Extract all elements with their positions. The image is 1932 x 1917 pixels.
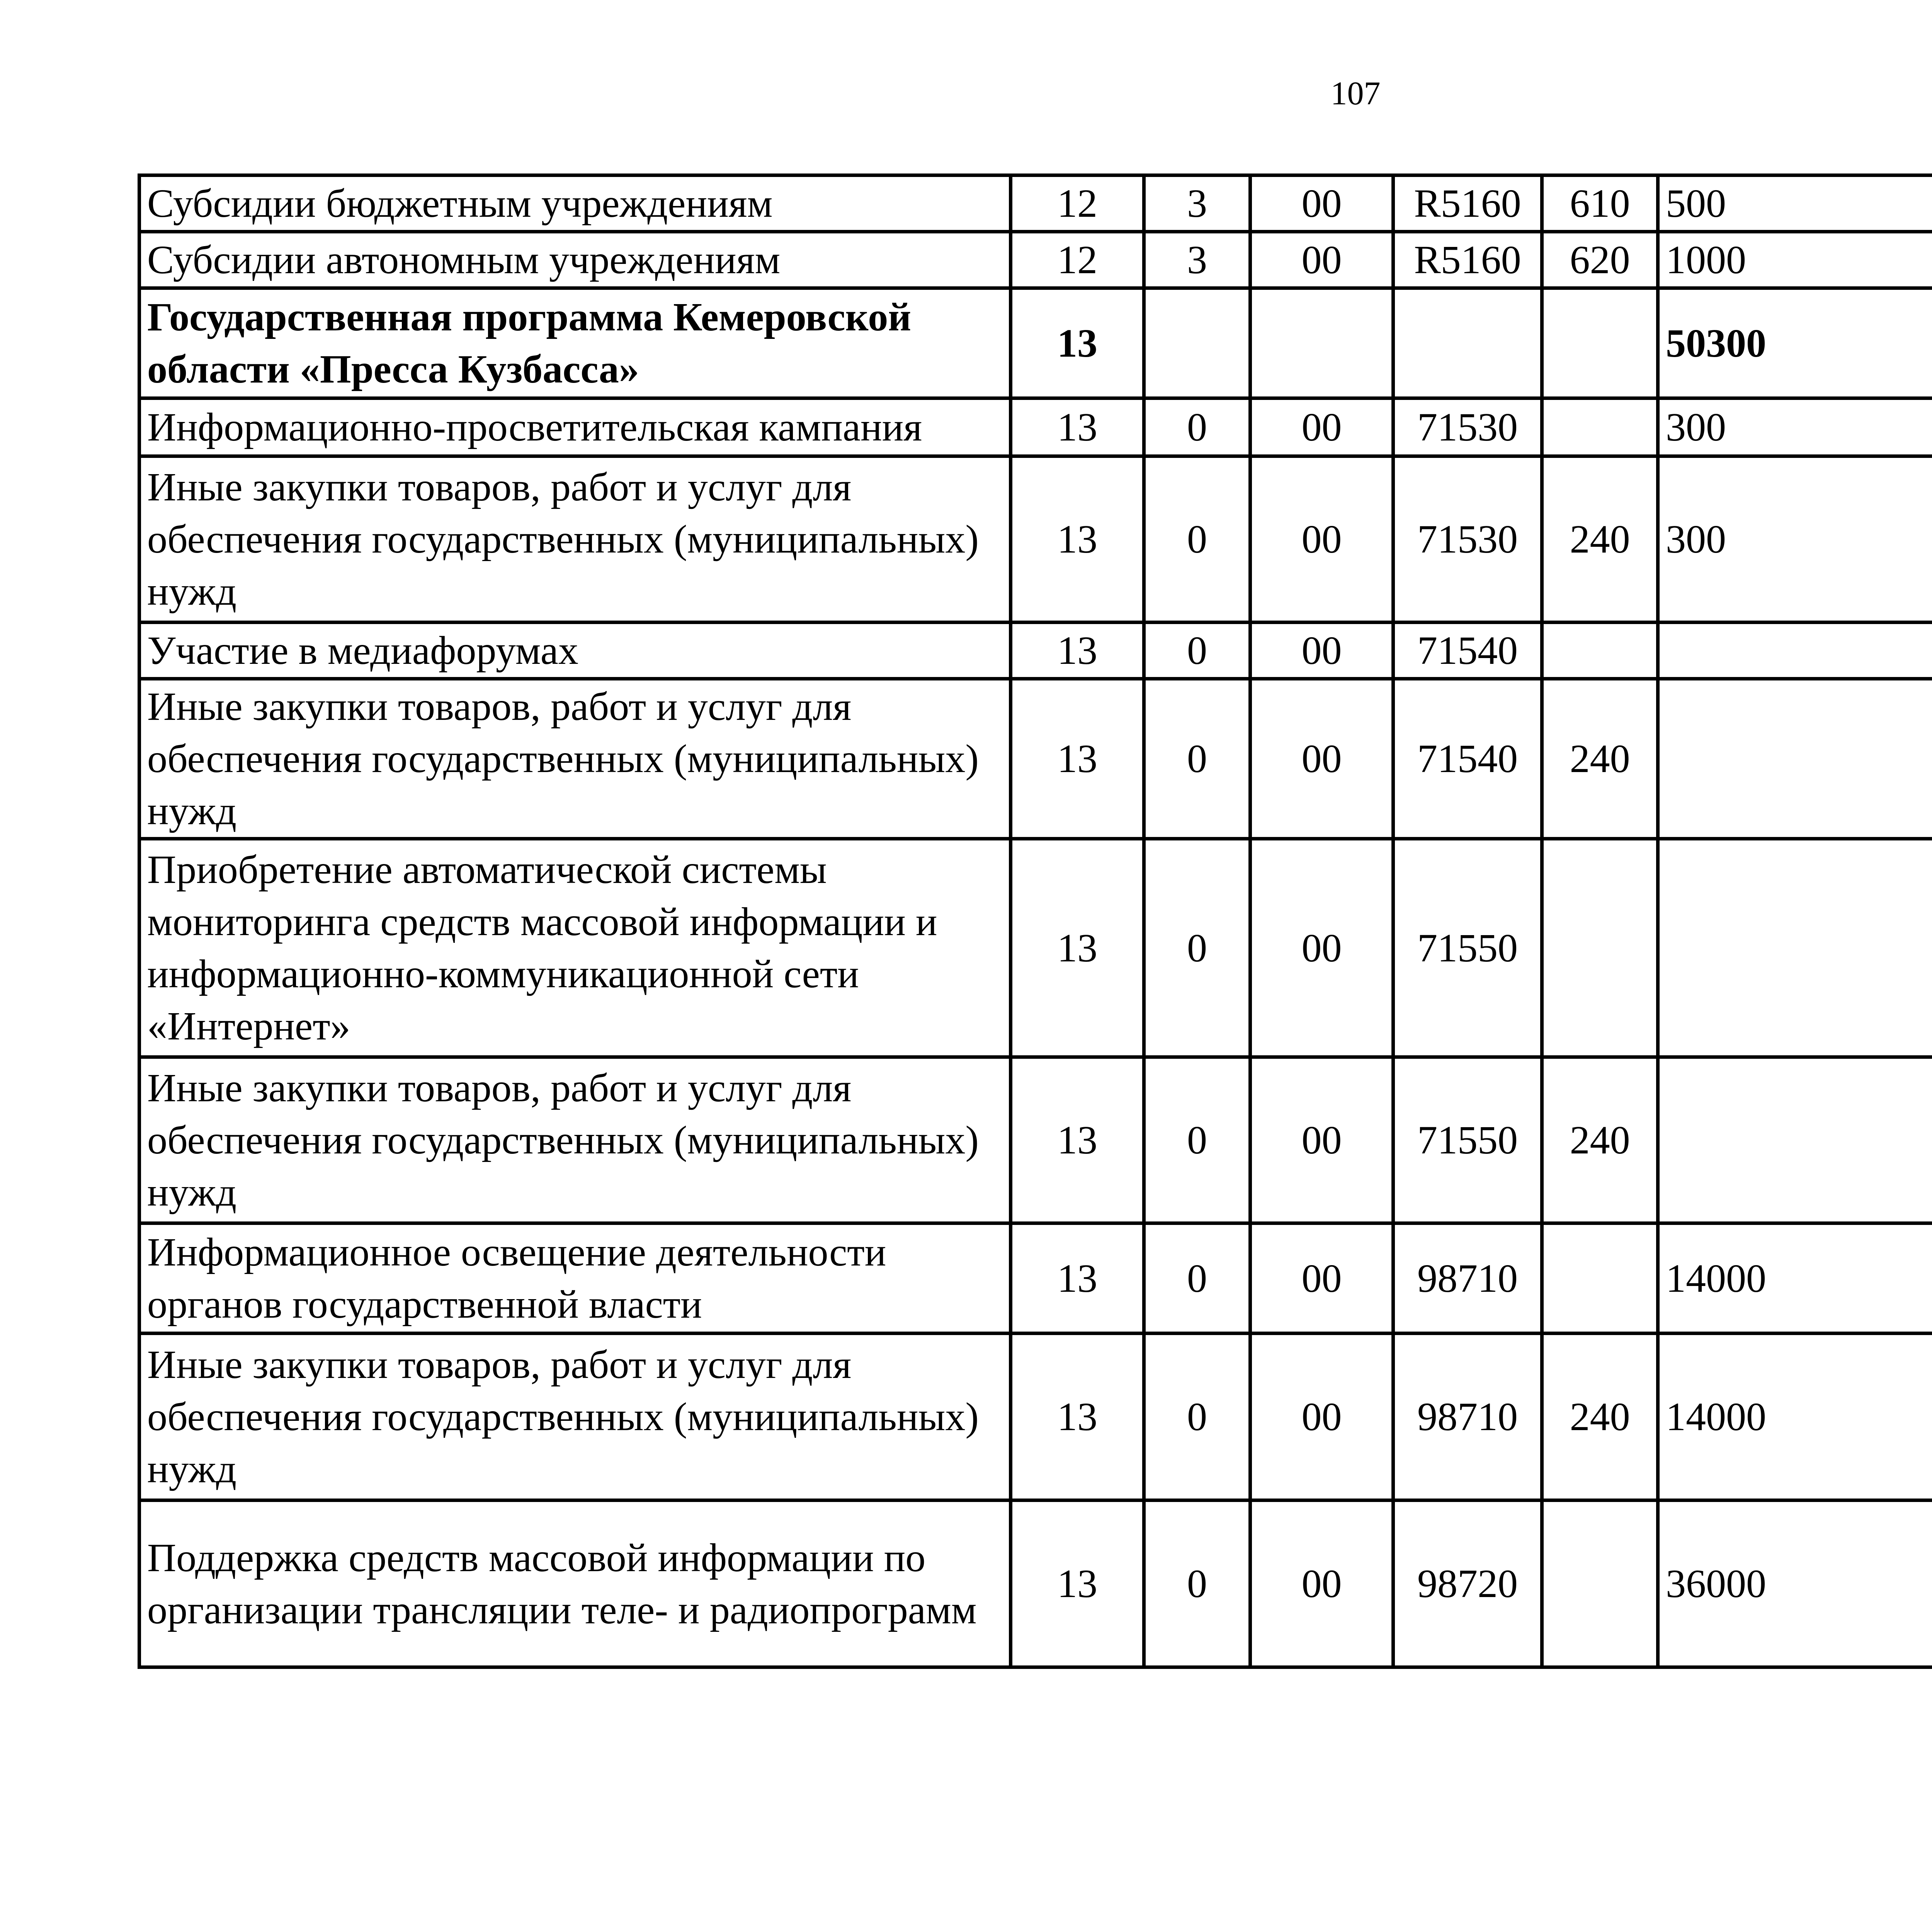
section-code: 13 <box>1011 623 1144 679</box>
amount-year-1 <box>1658 1057 1932 1223</box>
section-code: 13 <box>1011 288 1144 398</box>
program-code: 00 <box>1250 1334 1393 1500</box>
expense-type-code <box>1542 398 1658 456</box>
table-row <box>139 175 1932 232</box>
section-code: 13 <box>1011 1057 1144 1223</box>
expense-type-code: 240 <box>1542 1334 1658 1500</box>
subsection-code: 0 <box>1144 1334 1250 1500</box>
program-code: 00 <box>1250 679 1393 839</box>
expense-type-code: 610 <box>1542 175 1658 232</box>
section-code: 13 <box>1011 1223 1144 1334</box>
expense-type-code <box>1542 1223 1658 1334</box>
section-code: 13 <box>1011 1334 1144 1500</box>
amount-year-1: 300 <box>1658 398 1932 456</box>
section-code: 13 <box>1011 456 1144 623</box>
table-row <box>139 1057 1932 1223</box>
target-article-code: 98720 <box>1393 1500 1542 1667</box>
target-article-code: R5160 <box>1393 232 1542 288</box>
amount-year-1 <box>1658 679 1932 839</box>
subsection-code: 3 <box>1144 175 1250 232</box>
row-name: Поддержка средств массовой информации по организации трансляции теле- и радиопрограмм <box>139 1500 1011 1667</box>
expense-type-code: 240 <box>1542 456 1658 623</box>
section-code: 13 <box>1011 398 1144 456</box>
table-row <box>139 1334 1932 1500</box>
target-article-code: 71530 <box>1393 456 1542 623</box>
expense-type-code <box>1542 839 1658 1057</box>
row-name: Субсидии автономным учреждениям <box>139 232 1011 288</box>
program-code: 00 <box>1250 1223 1393 1334</box>
target-article-code: 71540 <box>1393 623 1542 679</box>
amount-year-1: 1000 <box>1658 232 1932 288</box>
row-name: Субсидии бюджетным учреждениям <box>139 175 1011 232</box>
subsection-code: 0 <box>1144 1500 1250 1667</box>
section-code: 13 <box>1011 1500 1144 1667</box>
table-row <box>139 623 1932 679</box>
page-number: 107 <box>1330 75 1381 112</box>
expense-type-code <box>1542 1500 1658 1667</box>
subsection-code: 0 <box>1144 398 1250 456</box>
program-code: 00 <box>1250 1057 1393 1223</box>
amount-year-1 <box>1658 623 1932 679</box>
budget-table <box>138 173 1932 1669</box>
section-code: 13 <box>1011 839 1144 1057</box>
amount-year-1: 14000 <box>1658 1334 1932 1500</box>
target-article-code: R5160 <box>1393 175 1542 232</box>
subsection-code: 0 <box>1144 679 1250 839</box>
expense-type-code: 240 <box>1542 679 1658 839</box>
subsection-code <box>1144 288 1250 398</box>
program-code: 00 <box>1250 175 1393 232</box>
target-article-code: 98710 <box>1393 1223 1542 1334</box>
expense-type-code: 240 <box>1542 1057 1658 1223</box>
subsection-code: 3 <box>1144 232 1250 288</box>
program-code: 00 <box>1250 232 1393 288</box>
subsection-code: 0 <box>1144 1057 1250 1223</box>
program-code: 00 <box>1250 456 1393 623</box>
amount-year-1: 36000 <box>1658 1500 1932 1667</box>
target-article-code <box>1393 288 1542 398</box>
target-article-code: 71530 <box>1393 398 1542 456</box>
subsection-code: 0 <box>1144 623 1250 679</box>
table-row <box>139 232 1932 288</box>
row-name: Информационное освещение деятельности органов государственной власти <box>139 1223 1011 1334</box>
row-name: Участие в медиафорумах <box>139 623 1011 679</box>
subsection-code: 0 <box>1144 456 1250 623</box>
section-code: 12 <box>1011 232 1144 288</box>
expense-type-code <box>1542 288 1658 398</box>
program-code: 00 <box>1250 839 1393 1057</box>
program-code: 00 <box>1250 623 1393 679</box>
subsection-code: 0 <box>1144 839 1250 1057</box>
table-row <box>139 398 1932 456</box>
section-code: 13 <box>1011 679 1144 839</box>
program-code: 00 <box>1250 1500 1393 1667</box>
table-row <box>139 679 1932 839</box>
amount-year-1: 300 <box>1658 456 1932 623</box>
row-name: Приобретение автоматической системы мониторинга средств массовой информации и информационно-коммуникационной сети «Интернет» <box>139 839 1011 1057</box>
expense-type-code <box>1542 623 1658 679</box>
amount-year-1 <box>1658 839 1932 1057</box>
target-article-code: 71540 <box>1393 679 1542 839</box>
program-code: 00 <box>1250 398 1393 456</box>
row-name: Государственная программа Кемеровской области «Пресса Кузбасса» <box>139 288 1011 398</box>
row-name: Иные закупки товаров, работ и услуг для обеспечения государственных (муниципальных) нужд <box>139 1057 1011 1223</box>
row-name: Иные закупки товаров, работ и услуг для обеспечения государственных (муниципальных) нужд <box>139 456 1011 623</box>
table-row <box>139 1223 1932 1334</box>
row-name: Иные закупки товаров, работ и услуг для обеспечения государственных (муниципальных) нужд <box>139 679 1011 839</box>
table-row-program <box>139 288 1932 398</box>
target-article-code: 71550 <box>1393 1057 1542 1223</box>
table-row <box>139 456 1932 623</box>
target-article-code: 98710 <box>1393 1334 1542 1500</box>
amount-year-1: 14000 <box>1658 1223 1932 1334</box>
table-row <box>139 839 1932 1057</box>
row-name: Иные закупки товаров, работ и услуг для обеспечения государственных (муниципальных) нужд <box>139 1334 1011 1500</box>
row-name: Информационно-просветительская кампания <box>139 398 1011 456</box>
section-code: 12 <box>1011 175 1144 232</box>
expense-type-code: 620 <box>1542 232 1658 288</box>
subsection-code: 0 <box>1144 1223 1250 1334</box>
amount-year-1: 50300 <box>1658 288 1932 398</box>
target-article-code: 71550 <box>1393 839 1542 1057</box>
table-row <box>139 1500 1932 1667</box>
amount-year-1: 500 <box>1658 175 1932 232</box>
program-code <box>1250 288 1393 398</box>
